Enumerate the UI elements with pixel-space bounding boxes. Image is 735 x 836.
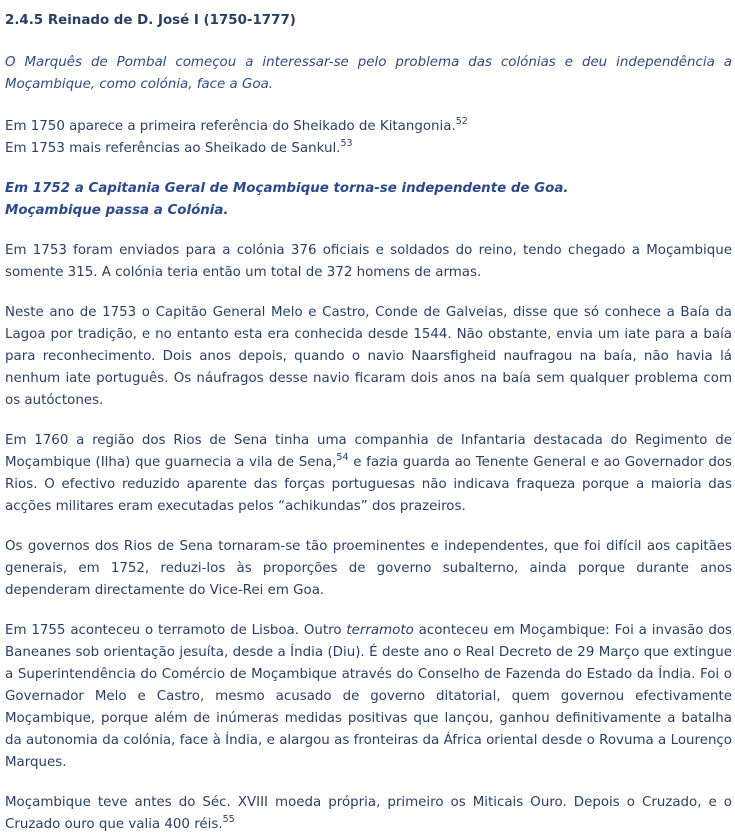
footnote-marker[interactable]: 54 (336, 452, 349, 463)
paragraph-currency (5, 792, 732, 836)
callout-line: Em 1752 a Capitania Geral de Moçambique torna-se independente de Goa. (5, 181, 569, 196)
paragraph-governments: Os governos dos Rios de Sena tornaram-se tão proeminentes e independentes, que foi difícil aos capitães generais, em 1752, reduzi-los às proporções de governo subalterno, ainda porque durante anos dependeram directamente do Vice-Rei em Goa. (5, 539, 732, 598)
paragraph-text: Moçambique teve antes do Séc. XVIII moeda própria, primeiro os Miticais Ouro. Depois o Cruzado, e o Cruzado ouro que valia 400 réis. (5, 795, 732, 832)
reference-text: Em 1750 aparece a primeira referência do Sheikado de Kitangonia. (5, 119, 456, 134)
section-number: 2.4.5 (5, 13, 44, 28)
paragraph-earthquake (5, 620, 732, 774)
paragraph-troops: Em 1753 foram enviados para a colónia 376 oficiais e soldados do reino, tendo chegado a Moçambique somente 315. A colónia teria então um total de 372 homens de armas. (5, 243, 732, 280)
paragraph-text: Em 1755 aconteceu o terramoto de Lisboa. Outro (5, 623, 347, 638)
reference-text: Em 1753 mais referências ao Sheikado de Sankul. (5, 141, 341, 156)
callout-line: Moçambique passa a Colónia. (5, 203, 229, 218)
intro-paragraph: O Marquês de Pombal começou a interessar-se pelo problema das colónias e deu independência a Moçambique, como colónia, face a Goa. (5, 55, 732, 92)
reference-line (5, 138, 732, 160)
paragraph-text: aconteceu em Moçambique: Foi a invasão dos Baneanes sob orientação jesuíta, desde a Índia (Diu). É deste ano o Real Decreto de 29 Março que extingue a Superintendência do Comércio de Moçambique através do Conselho de Fazenda do Estado da Índia. Foi o Governador Melo e Castro, mesmo acusado de governo ditatorial, quem governou efectivamente Moçambique, porque além de inúmeras medidas positivas que lançou, ganhou definitivamente a batalha da autonomia da colónia, face à Índia, e alargou as fronteiras da África oriental desde o Rovuma a Lourenço Marques. (5, 623, 732, 770)
paragraph-text: Em 1760 a região dos Rios de Sena tinha uma companhia de Infantaria destacada do Regimento de Moçambique (Ilha) que guarnecia a vila de Sena, (5, 433, 732, 470)
section-heading (5, 12, 732, 30)
section-title: Reinado de D. José I (1750-1777) (47, 13, 296, 28)
highlight-callout (5, 178, 732, 222)
reference-line (5, 116, 732, 138)
paragraph-rios-de-sena (5, 430, 732, 518)
emphasis-text: terramoto (346, 623, 414, 638)
footnote-marker[interactable]: 52 (455, 116, 468, 127)
paragraph-bay-of-lagoa: Neste ano de 1753 o Capitão General Melo e Castro, Conde de Galveias, disse que só conhece a Baía da Lagoa por tradição, e no entanto esta era conhecida desde 1544. Não obstante, envia um iate para a baía para reconhecimento. Dois anos depois, quando o navio Naarsfigheid naufragou na baía, não havia lá nenhum iate português. Os náufragos desse navio ficaram dois anos na baía sem qualquer problema com os autóctones. (5, 305, 732, 408)
footnote-marker[interactable]: 53 (340, 138, 353, 149)
references-block (5, 116, 732, 160)
paragraph-text: e fazia guarda ao Tenente General e ao Governador dos Rios. O efectivo reduzido aparente das forças portuguesas não indicava fraqueza porque a maioria das acções militares eram executadas pelos “achikundas” dos prazeiros. (5, 455, 733, 514)
footnote-marker[interactable]: 55 (222, 814, 235, 825)
